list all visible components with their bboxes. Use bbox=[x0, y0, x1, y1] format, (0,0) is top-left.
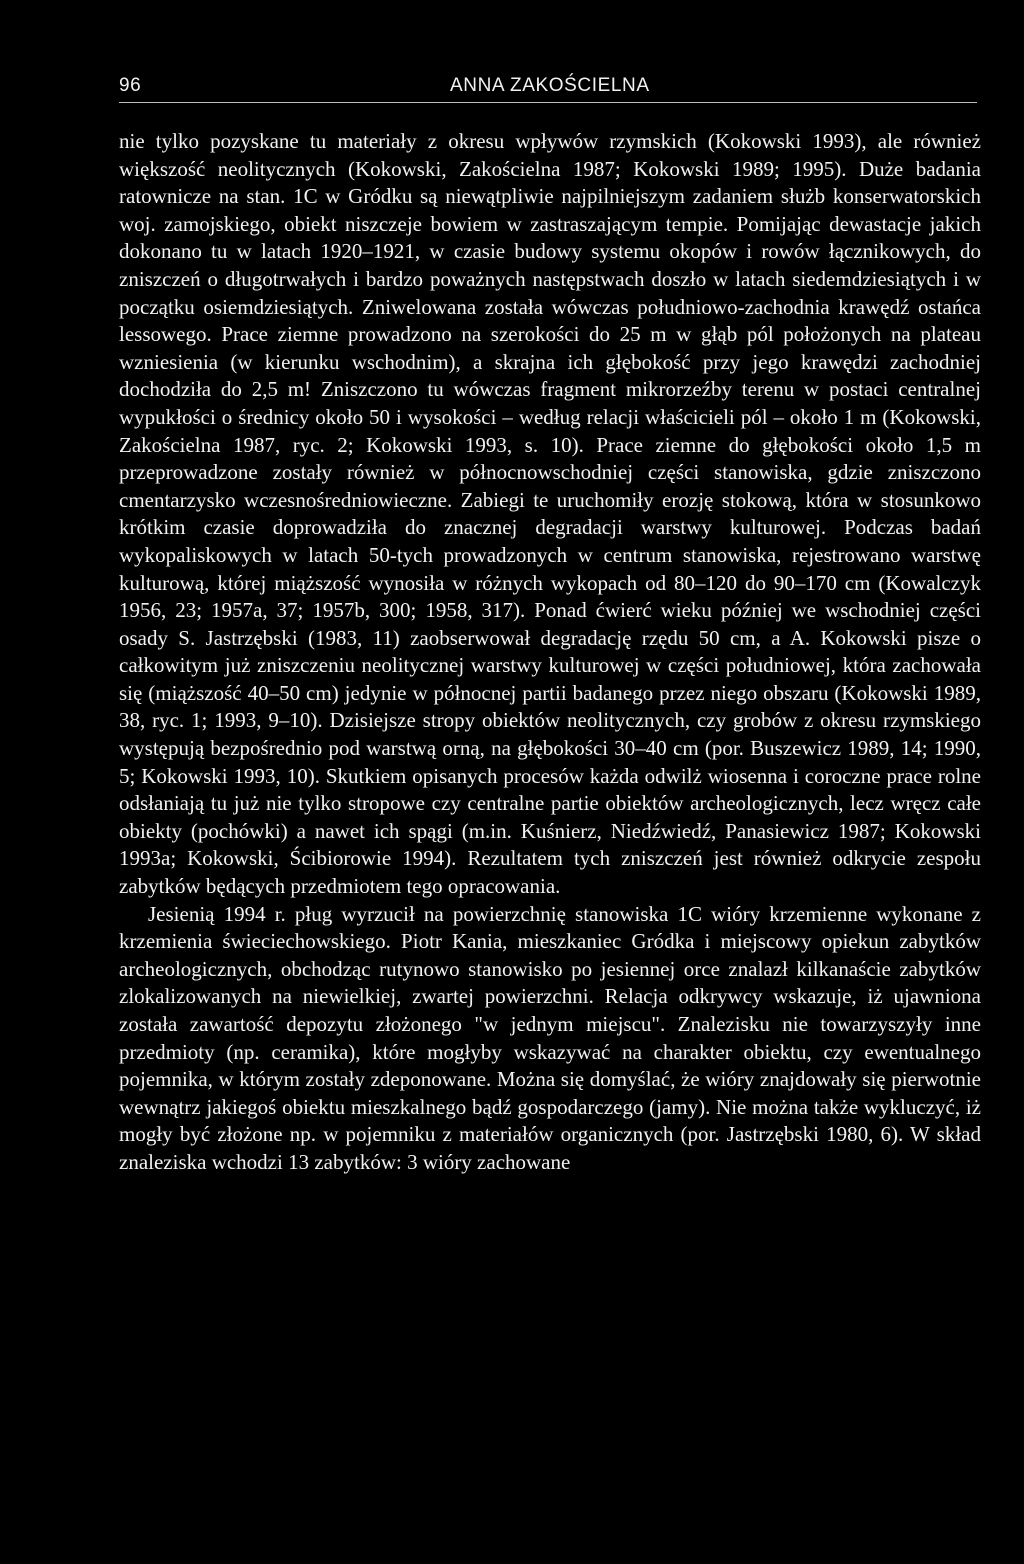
paragraph-2: Jesienią 1994 r. pług wyrzucił na powierzchnię stanowiska 1C wióry krzemienne wykonane z krzemienia świeciechowskiego. Piotr Kania, mieszkaniec Gródka i miejscowy opiekun zabytków archeologicznych, obchodząc rutynowo stanowisko po jesiennej orce znalazł kilkanaście zabytków zlokalizowanych na niewielkiej, zwartej powierzchni. Relacja odkrywcy wskazuje, iż ujawniona została zawartość depozytu złożonego "w jednym miejscu". Znalezisku nie towarzyszyły inne przedmioty (np. ceramika), które mogłyby wskazywać na charakter obiektu, czy ewentualnego pojemnika, w którym zostały zdeponowane. Można się domyślać, że wióry znajdowały się pierwotnie wewnątrz jakiegoś obiektu mieszkalnego bądź gospodarczego (jamy). Nie można także wykluczyć, iż mogły być złożone np. w pojemniku z materiałów organicznych (por. Jastrzębski 1980, 6). W skład znaleziska wchodzi 13 zabytków: 3 wióry zachowane bbox=[119, 901, 981, 1174]
body-text bbox=[119, 128, 981, 1177]
page-number: 96 bbox=[119, 75, 142, 96]
header-rule bbox=[119, 102, 977, 103]
paragraph-1: nie tylko pozyskane tu materiały z okresu wpływów rzymskich (Kokowski 1993), ale również większość neolitycznych (Kokowski, Zakościelna 1987; Kokowski 1989; 1995). Duże badania ratownicze na stan. 1C w Gródku są niewątpliwie najpilniejszym zadaniem służb konserwatorskich woj. zamojskiego, obiekt niszczeje bowiem w zastraszającym tempie. Pomijając dewastacje jakich dokonano tu w latach 1920–1921, w czasie budowy systemu okopów i rowów łącznikowych, do zniszczeń o długotrwałych i bardzo poważnych następstwach doszło w latach siedemdziesiątych i w początku osiemdziesiątych. Zniwelowana została wówczas południowo-zachodnia krawędź ostańca lessowego. Prace ziemne prowadzono na szerokości do 25 m w głąb pól położonych na plateau wzniesienia (w kierunku wschodnim), a skrajna ich głębokość przy jego krawędzi zachodniej dochodziła do 2,5 m! Zniszczono tu wówczas fragment mikrorzeźby terenu w postaci centralnej wypukłości o średnicy około 50 i wysokości – według relacji właścicieli pól – około 1 m (Kokowski, Zakościelna 1987, ryc. 2; Kokowski 1993, s. 10). Prace ziemne do głębokości około 1,5 m przeprowadzone zostały również w północnowschodniej części stanowiska, gdzie zniszczono cmentarzysko wczesnośredniowieczne. Zabiegi te uruchomiły erozję stokową, która w stosunkowo krótkim czasie doprowadziła do znacznej degradacji warstwy kulturowej. Podczas badań wykopaliskowych w latach 50-tych prowadzonych w centrum stanowiska, rejestrowano warstwę kulturową, której miąższość wynosiła w różnych wykopach od 80–120 do 90–170 cm (Kowalczyk 1956, 23; 1957a, 37; 1957b, 300; 1958, 317). Ponad ćwierć wieku później we wschodniej części osady S. Jastrzębski (1983, 11) zaobserwował degradację rzędu 50 cm, a A. Kokowski pisze o całkowitym już zniszczeniu neolitycznej warstwy kulturowej w części południowej, która zachowała się (miąższość 40–50 cm) jedynie w północnej partii badanego przez niego obszaru (Kokowski 1989, 38, ryc. 1; 1993, 9–10). Dzisiejsze stropy obiektów neolitycznych, czy grobów z okresu rzymskiego występują bezpośrednio pod warstwą orną, na głębokości 30–40 cm (por. Buszewicz 1989, 14; 1990, 5; Kokowski 1993, 10). Skutkiem opisanych procesów każda odwilż wiosenna i coroczne prace rolne odsłaniają tu już nie tylko stropowe czy centralne partie obiektów archeologicznych, lecz wręcz całe obiekty (pochówki) a nawet ich spągi (m.in. Kuśnierz, Niedźwiedź, Panasiewicz 1987; Kokowski 1993a; Kokowski, Ścibiorowie 1994). Rezultatem tych zniszczeń jest również odkrycie zespołu zabytków będących przedmiotem tego opracowania. bbox=[119, 129, 981, 899]
running-title: ANNA ZAKOŚCIELNA bbox=[450, 75, 650, 96]
running-head bbox=[119, 72, 977, 104]
